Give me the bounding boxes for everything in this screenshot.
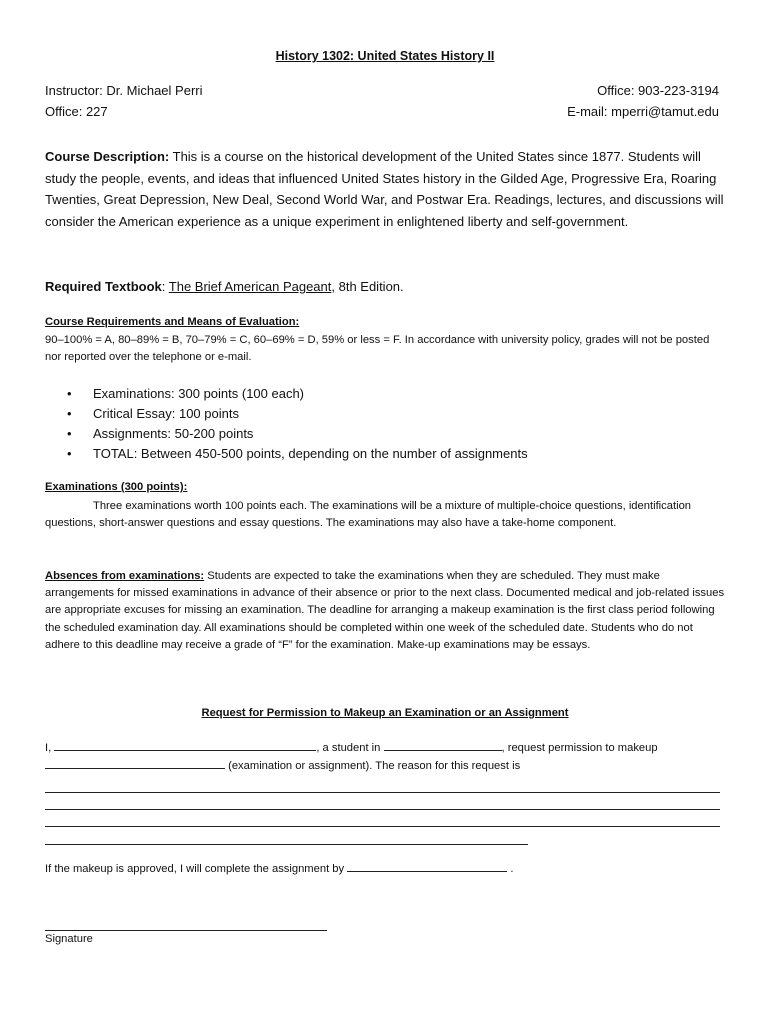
requirements-heading: Course Requirements and Means of Evaluation: [45,316,300,328]
approval-end: . [507,863,514,875]
course-description-text: This is a course on the historical development of the United States since 1877. Students will study the people, events, and ideas that influenced United States history in the Gilded Age, Progressive Era, Roaring Twenties, Great Depression, New Deal, Second World War, and Postwar Era. Readings, lectures, and discussions will consider the American experience as a unique experiment in enlightened liberty and self-government. [45,149,724,229]
absences-paragraph [45,568,725,654]
exam-or-assignment-field[interactable] [45,768,225,769]
course-description-label: Course Description: [45,149,170,164]
instructor-name: Instructor: Dr. Michael Perri [45,83,203,98]
course-description [45,146,725,232]
form-line-1 [45,742,658,754]
absences-heading: Absences from examinations: [45,570,205,582]
required-textbook [45,279,725,294]
instructor-email: E-mail: mperri@tamut.edu [567,104,719,119]
grading-scale: 90–100% = A, 80–89% = B, 70–79% = C, 60–69% = D, 59% or less = F. In accordance with university policy, grades will not be posted nor reported over the telephone or e-mail. [45,334,710,364]
form-title: Request for Permission to Makeup an Examination or an Assignment [201,707,569,719]
list-item: • Critical Essay: 100 points [93,404,528,424]
reason-line[interactable] [45,809,720,810]
form-line2-text: (examination or assignment). The reason for this request is [225,760,521,772]
office-room: Office: 227 [45,104,108,119]
examinations-text-block [45,498,725,532]
signature-field[interactable] [45,930,327,931]
completion-date-field[interactable] [347,871,507,872]
reason-line[interactable] [45,792,720,793]
textbook-label: Required Textbook [45,279,162,294]
textbook-title: The Brief American Pageant [168,279,332,294]
requirements-list [45,384,528,464]
list-item: • TOTAL: Between 450-500 points, depending on the number of assignments [93,444,528,464]
page-title: History 1302: United States History II [275,49,495,63]
form-line1-mid: , a student in [316,742,384,754]
textbook-separator: : [161,279,169,294]
approval-line [45,863,513,875]
form-line1-prefix: I, [45,742,55,754]
reason-line[interactable] [45,844,528,845]
course-field[interactable] [384,750,502,751]
signature-label: Signature [45,933,93,945]
list-item: • Assignments: 50-200 points [93,424,528,444]
student-name-field[interactable] [54,750,316,751]
reason-line[interactable] [45,826,720,827]
form-line-2 [45,760,520,772]
examinations-heading: Examinations (300 points): [45,481,188,493]
approval-text: If the makeup is approved, I will complete the assignment by [45,863,348,875]
textbook-edition: , 8th Edition. [331,279,404,294]
list-item: • Examinations: 300 points (100 each) [93,384,528,404]
form-line1-suffix: , request permission to makeup [501,742,658,754]
absences-text: Students are expected to take the examinations when they are scheduled. They must make arrangements for missed examinations in advance of their absence or prior to the next class. Documented medical and job-related issues are appropriate excuses for missing an examination. The deadline for arranging a makeup examination is the first class period following the scheduled examination day. All examinations should be completed within one week of the scheduled date. Students who do not adhere to this deadline may receive a grade of “F” for the examination. Make-up examinations may be essays. [45,570,725,651]
office-phone: Office: 903-223-3194 [597,83,719,98]
examinations-text: Three examinations worth 100 points each. The examinations will be a mixture of multiple-choice questions, identification questions, short-answer questions and essay questions. The examinations may also have a take-home component. [45,500,692,530]
